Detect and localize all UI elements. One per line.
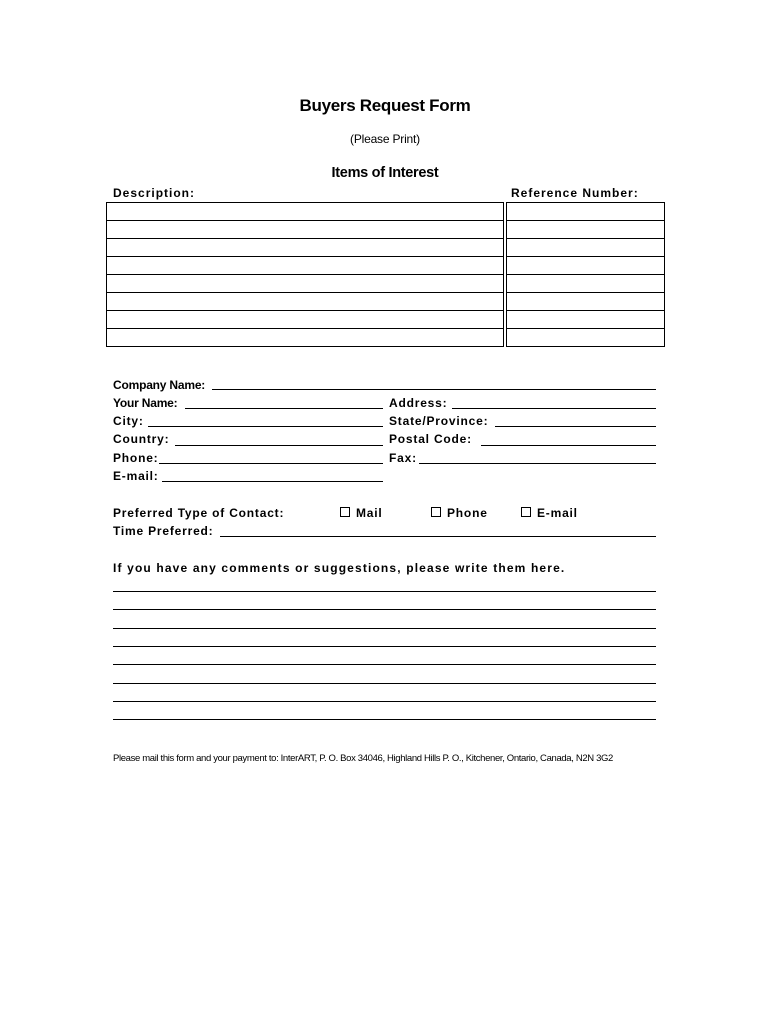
state-province-label: State/Province: [389,414,489,428]
fax-label: Fax: [389,451,417,465]
comment-line[interactable] [113,719,656,720]
item-reference-cell[interactable] [507,311,665,329]
item-description-cell[interactable] [107,329,504,347]
contact-option-label: E-mail [537,506,578,520]
contact-option-email[interactable] [521,506,578,520]
postal-code-label: Postal Code: [389,432,472,446]
item-reference-cell[interactable] [507,275,665,293]
comment-line[interactable] [113,701,656,702]
item-reference-cell[interactable] [507,329,665,347]
section-title: Items of Interest [331,165,439,181]
comments-prompt: If you have any comments or suggestions, please write them here. [113,561,566,575]
address-label: Address: [389,396,448,410]
item-description-cell[interactable] [107,275,504,293]
item-row [107,239,665,257]
company-name-field[interactable] [212,389,656,390]
item-description-cell[interactable] [107,239,504,257]
country-field[interactable] [175,445,383,446]
item-description-cell[interactable] [107,203,504,221]
comment-line[interactable] [113,664,656,665]
time-preferred-field[interactable] [220,536,656,537]
city-label: City: [113,414,144,428]
phone-label: Phone: [113,451,159,465]
item-row [107,257,665,275]
form-title: Buyers Request Form [299,96,471,115]
phone-field[interactable] [159,463,383,464]
contact-option-phone[interactable] [431,506,488,520]
comment-line[interactable] [113,628,656,629]
fax-field[interactable] [419,463,656,464]
your-name-field[interactable] [185,408,383,409]
item-row [107,203,665,221]
contact-option-label: Mail [356,506,383,520]
city-field[interactable] [148,426,383,427]
item-row [107,293,665,311]
items-table [106,202,665,347]
contact-option-mail[interactable] [340,506,383,520]
checkbox-icon[interactable] [340,507,350,517]
company-name-label: Company Name: [113,378,206,392]
item-reference-cell[interactable] [507,257,665,275]
item-row [107,221,665,239]
comment-line[interactable] [113,646,656,647]
email-label: E-mail: [113,469,159,483]
email-field[interactable] [162,481,383,482]
state-province-field[interactable] [495,426,656,427]
comment-line[interactable] [113,609,656,610]
preferred-contact-label: Preferred Type of Contact: [113,506,285,520]
your-name-label: Your Name: [113,396,178,410]
item-description-cell[interactable] [107,221,504,239]
checkbox-icon[interactable] [431,507,441,517]
item-description-cell[interactable] [107,293,504,311]
postal-code-field[interactable] [481,445,656,446]
form-subtitle: (Please Print) [350,132,420,146]
item-reference-cell[interactable] [507,221,665,239]
time-preferred-label: Time Preferred: [113,524,214,538]
item-reference-cell[interactable] [507,293,665,311]
item-row [107,275,665,293]
country-label: Country: [113,432,170,446]
contact-option-label: Phone [447,506,488,520]
description-header: Description: [113,186,196,200]
item-row [107,329,665,347]
reference-header: Reference Number: [511,186,639,200]
item-reference-cell[interactable] [507,239,665,257]
address-field[interactable] [452,408,656,409]
checkbox-icon[interactable] [521,507,531,517]
mailing-instructions: Please mail this form and your payment to: InterART, P. O. Box 34046, Highland Hills P. O., Kitchener, Ontario, Canada, N2N 3G2 [113,753,613,764]
item-reference-cell[interactable] [507,203,665,221]
comment-line[interactable] [113,591,656,592]
item-description-cell[interactable] [107,257,504,275]
comment-line[interactable] [113,683,656,684]
item-description-cell[interactable] [107,311,504,329]
item-row [107,311,665,329]
